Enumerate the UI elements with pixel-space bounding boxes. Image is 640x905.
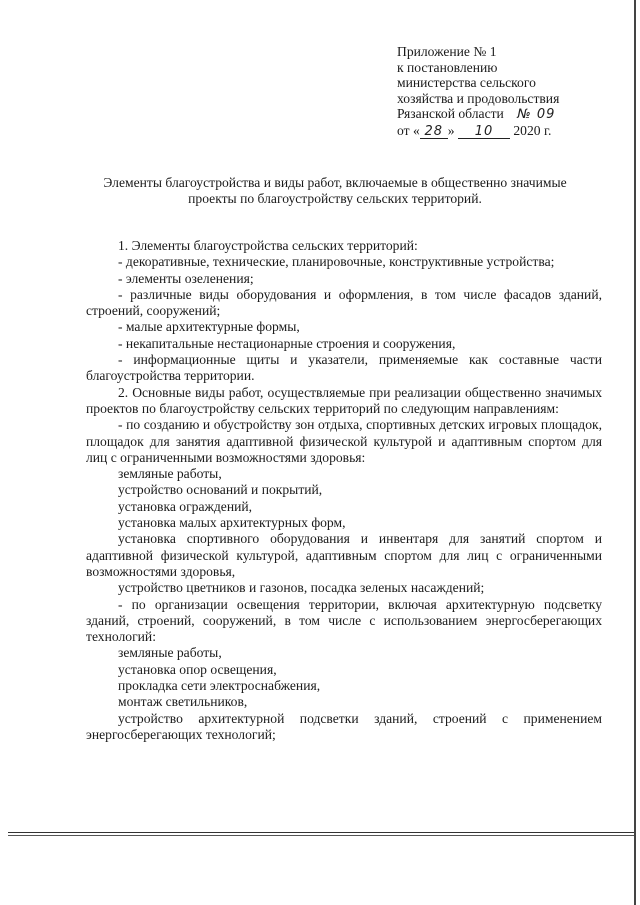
date-mid: » xyxy=(447,122,455,138)
section-2-heading: 2. Основные виды работ, осуществляемые при реализации общественно значимых проектов по благоустройству сельских территорий по следующим направлениям: xyxy=(86,384,602,416)
work-item: устройство оснований и покрытий, xyxy=(118,482,323,498)
list-item: - информационные щиты и указатели, применяемые как составные части благоустройства территории. xyxy=(86,352,602,384)
list-item: - некапитальные нестационарные строения и сооружения, xyxy=(118,335,456,351)
work-item: установка опор освещения, xyxy=(118,661,277,677)
work-item: прокладка сети электроснабжения, xyxy=(118,678,321,694)
handwritten-day: 28 xyxy=(424,123,444,139)
header-line-region xyxy=(397,106,627,123)
work-item: устройство цветников и газонов, посадка зеленых насаждений; xyxy=(118,580,485,596)
list-item: - малые архитектурные формы, xyxy=(118,319,300,335)
work-item: земляные работы, xyxy=(118,645,222,661)
work-item: устройство архитектурной подсветки зданий, строений с применением энергосберегающих технологий; xyxy=(86,710,602,742)
header-line: министерства сельского xyxy=(397,75,536,91)
date-day-field xyxy=(420,124,448,139)
header-line: к постановлению xyxy=(397,59,498,75)
work-item: установка ограждений, xyxy=(118,498,253,514)
document-title xyxy=(70,175,600,206)
list-item: - по организации освещения территории, включая архитектурную подсветку зданий, строений, сооружений, в том числе с использованием энергосберегающих технологий: xyxy=(86,596,602,645)
work-item: монтаж светильников, xyxy=(118,694,248,710)
list-item: - по созданию и обустройству зон отдыха, спортивных детских игровых площадок, площадок для занятия адаптивной физической культурой и адаптивным спортом для лиц с ограниченными возможностями здоровья: xyxy=(86,417,602,465)
scan-right-edge xyxy=(634,0,636,905)
date-year: 2020 г. xyxy=(513,122,552,138)
date-prefix: от « xyxy=(397,122,420,138)
document-body xyxy=(86,238,602,743)
list-item: - элементы озеленения; xyxy=(118,270,254,286)
header-line: хозяйства и продовольствия xyxy=(397,90,560,106)
header-line: Приложение № 1 xyxy=(397,44,497,59)
header-date-line xyxy=(397,123,627,139)
appendix-header xyxy=(397,44,627,139)
handwritten-month: 10 xyxy=(474,123,494,139)
list-item: - декоративные, технические, планировочные, конструктивные устройства; xyxy=(118,254,555,270)
list-item: - различные виды оборудования и оформления, в том числе фасадов зданий, строений, сооружений; xyxy=(86,286,602,319)
scan-bottom-rule xyxy=(8,832,634,833)
handwritten-doc-number: № 09 xyxy=(517,107,556,123)
title-line: Элементы благоустройства и виды работ, включаемые в общественно значимые xyxy=(103,175,567,190)
header-region: Рязанской области xyxy=(397,106,504,122)
work-item: установка малых архитектурных форм, xyxy=(118,515,346,531)
work-item: установка спортивного оборудования и инвентаря для занятий спортом и адаптивной физической культурой, адаптивным спортом для лиц с ограниченными возможностями здоровья, xyxy=(86,531,602,579)
scan-bottom-rule-secondary xyxy=(8,835,634,836)
title-line: проекты по благоустройству сельских территорий. xyxy=(188,190,482,206)
section-1-heading: 1. Элементы благоустройства сельских территорий: xyxy=(118,238,418,253)
work-item: земляные работы, xyxy=(118,466,222,482)
date-month-field xyxy=(458,124,510,139)
